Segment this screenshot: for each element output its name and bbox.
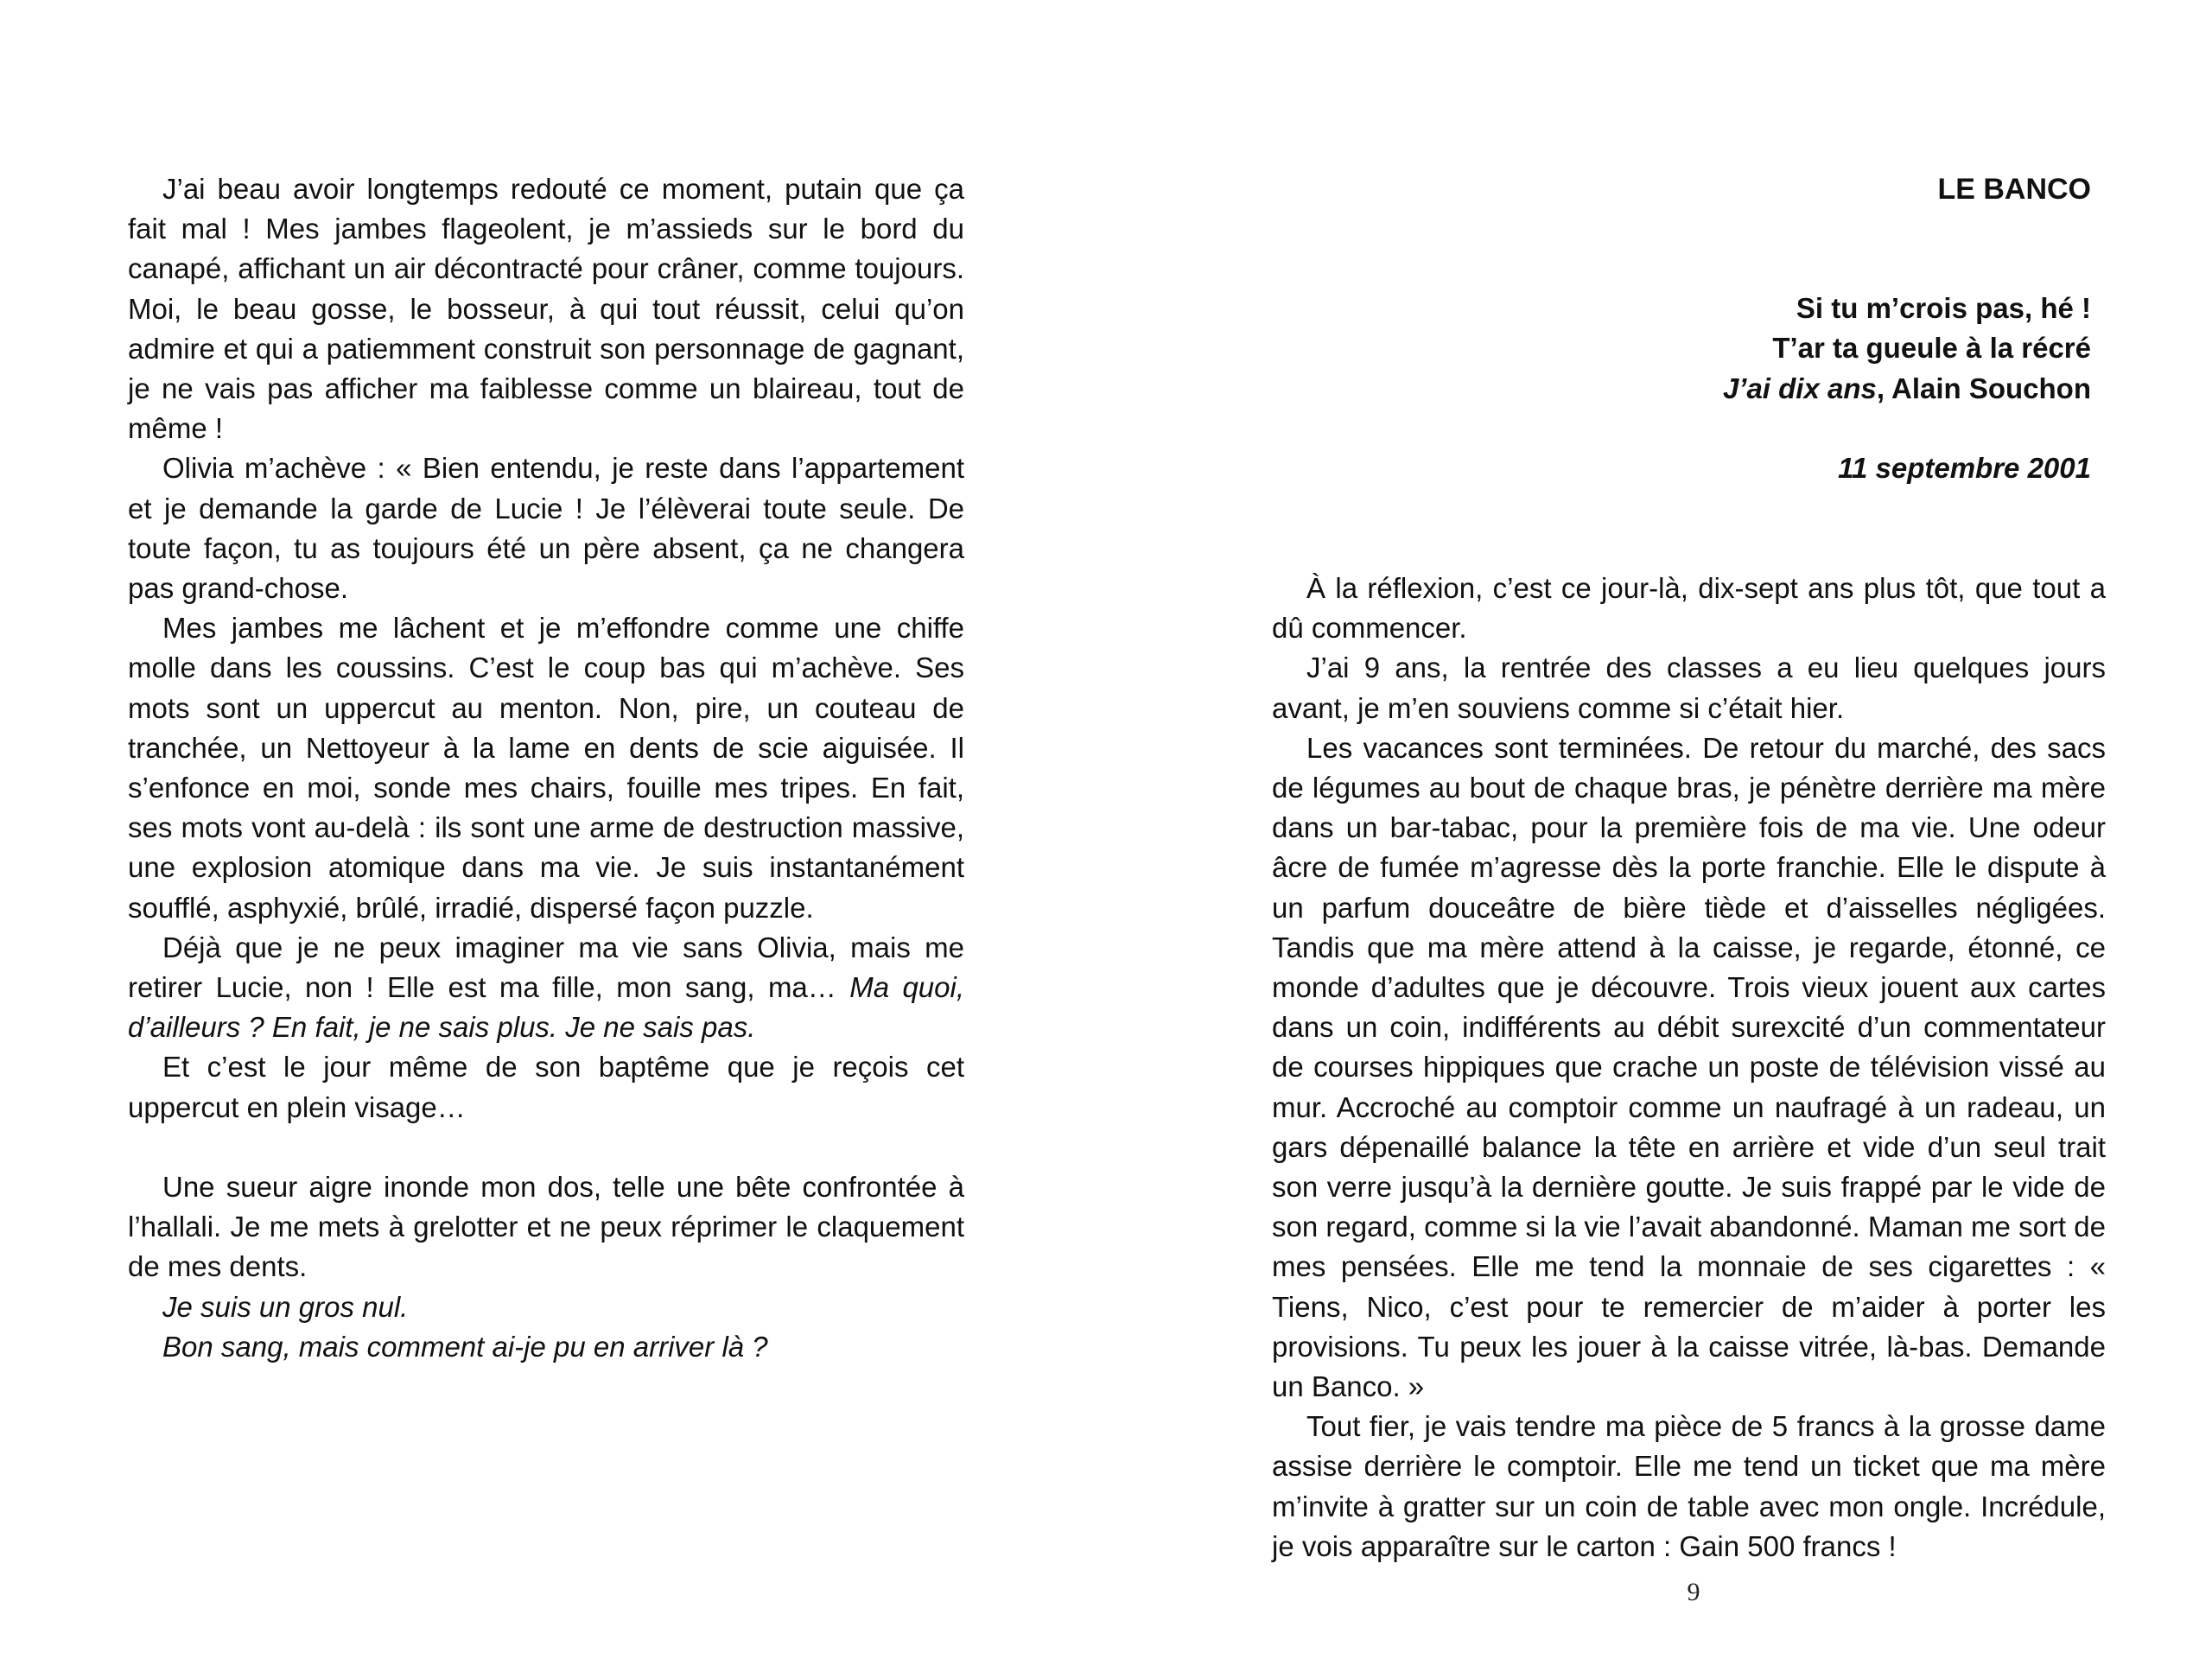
song-title: J’ai dix ans [1722, 372, 1877, 404]
epigraph [1313, 289, 2091, 409]
chapter-heading [1313, 169, 2091, 488]
paragraph: Une sueur aigre inonde mon dos, telle une bête confrontée à l’hallali. Je me mets à grelotter et ne peux réprimer le claquement de mes dents. [128, 1171, 964, 1283]
paragraph [128, 928, 964, 1048]
chapter-date: 11 septembre 2001 [1838, 451, 2091, 484]
paragraph: Tout fier, je vais tendre ma pièce de 5 francs à la grosse dame assise derrière le comptoir. Elle me tend un ticket que ma mère m’invite à gratter sur un coin de table avec mon ongle. Incrédule, je vois apparaître sur le carton : Gain 500 francs ! [1272, 1410, 2106, 1562]
paragraph: J’ai 9 ans, la rentrée des classes a eu lieu quelques jours avant, je m’en souviens comme si c’était hier. [1272, 652, 2106, 724]
left-page-text [128, 169, 964, 1367]
epigraph-line: Si tu m’crois pas, hé ! [1796, 292, 2091, 325]
italic-thought: Bon sang, mais comment ai-je pu en arriver là ? [162, 1330, 768, 1363]
paragraph: Mes jambes me lâchent et je m’effondre comme une chiffe molle dans les coussins. C’est le coup bas qui m’achève. Ses mots sont un uppercut au menton. Non, pire, un couteau de tranchée, un Nettoyeur à la lame en dents de scie aiguisée. Il s’enfonce en moi, sonde mes chairs, fouille mes tripes. En fait, ses mots vont au-delà : ils sont une arme de destruction massive, une explosion atomique dans ma vie. Je suis instantanément soufflé, asphyxié, brûlé, irradié, dispersé façon puzzle. [128, 612, 964, 924]
page-number: 9 [1687, 1578, 1700, 1606]
epigraph-source [1313, 369, 2091, 409]
paragraph-text: Déjà que je ne peux imaginer ma vie sans Olivia, mais me retirer Lucie, non ! Elle est ma fille, mon sang, ma… [128, 931, 964, 1004]
right-page [1106, 0, 2212, 1659]
chapter-title: LE BANCO [1937, 173, 2091, 206]
paragraph: À la réflexion, c’est ce jour-là, dix-sept ans plus tôt, que tout a dû commencer. [1272, 572, 2106, 645]
right-page-text [1272, 569, 2106, 1567]
paragraph: J’ai beau avoir longtemps redouté ce moment, putain que ça fait mal ! Mes jambes flageolent, je m’assieds sur le bord du canapé, affichant un air décontracté pour crâner, comme toujours. Moi, le beau gosse, le bosseur, à qui tout réussit, celui qu’on admire et qui a patiemment construit son personnage de gagnant, je ne vais pas afficher ma faiblesse comme un blaireau, tout de même ! [128, 173, 964, 445]
epigraph-author: , Alain Souchon [1876, 372, 2091, 404]
paragraph: Et c’est le jour même de son baptême que je reçois cet uppercut en plein visage… [128, 1051, 964, 1123]
italic-thought: Je suis un gros nul. [162, 1290, 409, 1323]
paragraph: Les vacances sont terminées. De retour du marché, des sacs de légumes au bout de chaque bras, je pénètre derrière ma mère dans un bar-tabac, pour la première fois de ma vie. Une odeur âcre de fumée m’agresse dès la porte franchie. Elle le dispute à un parfum douceâtre de bière tiède et d’aisselles négligées. Tandis que ma mère attend à la caisse, je regarde, étonné, ce monde d’adultes que je découvre. Trois vieux jouent aux cartes dans un coin, indifférents au débit surexcité d’un commentateur de courses hippiques que crache un poste de télévision vissé au mur. Accroché au comptoir comme un naufragé à un radeau, un gars dépenaillé balance la tête en arrière et vide d’un seul trait son verre jusqu’à la dernière goutte. Je suis frappé par le vide de son regard, comme si la vie l’avait abandonné. Maman me sort de mes pensées. Elle me tend la monnaie de ses cigarettes : « Tiens, Nico, c’est pour te remercier de m’aider à porter les provisions. Tu peux les jouer à la caisse vitrée, là-bas. Demande un Banco. » [1272, 731, 2106, 1403]
paragraph: Olivia m’achève : « Bien entendu, je reste dans l’appartement et je demande la garde de Lucie ! Je l’élèverai toute seule. De toute façon, tu as toujours été un père absent, ça ne changera pas grand-chose. [128, 452, 964, 605]
paragraph-italic-text: Ma quoi, d’ailleurs ? En fait, je ne sais plus. Je ne sais pas. [128, 971, 965, 1044]
epigraph-line: T’ar ta gueule à la récré [1772, 332, 2091, 365]
